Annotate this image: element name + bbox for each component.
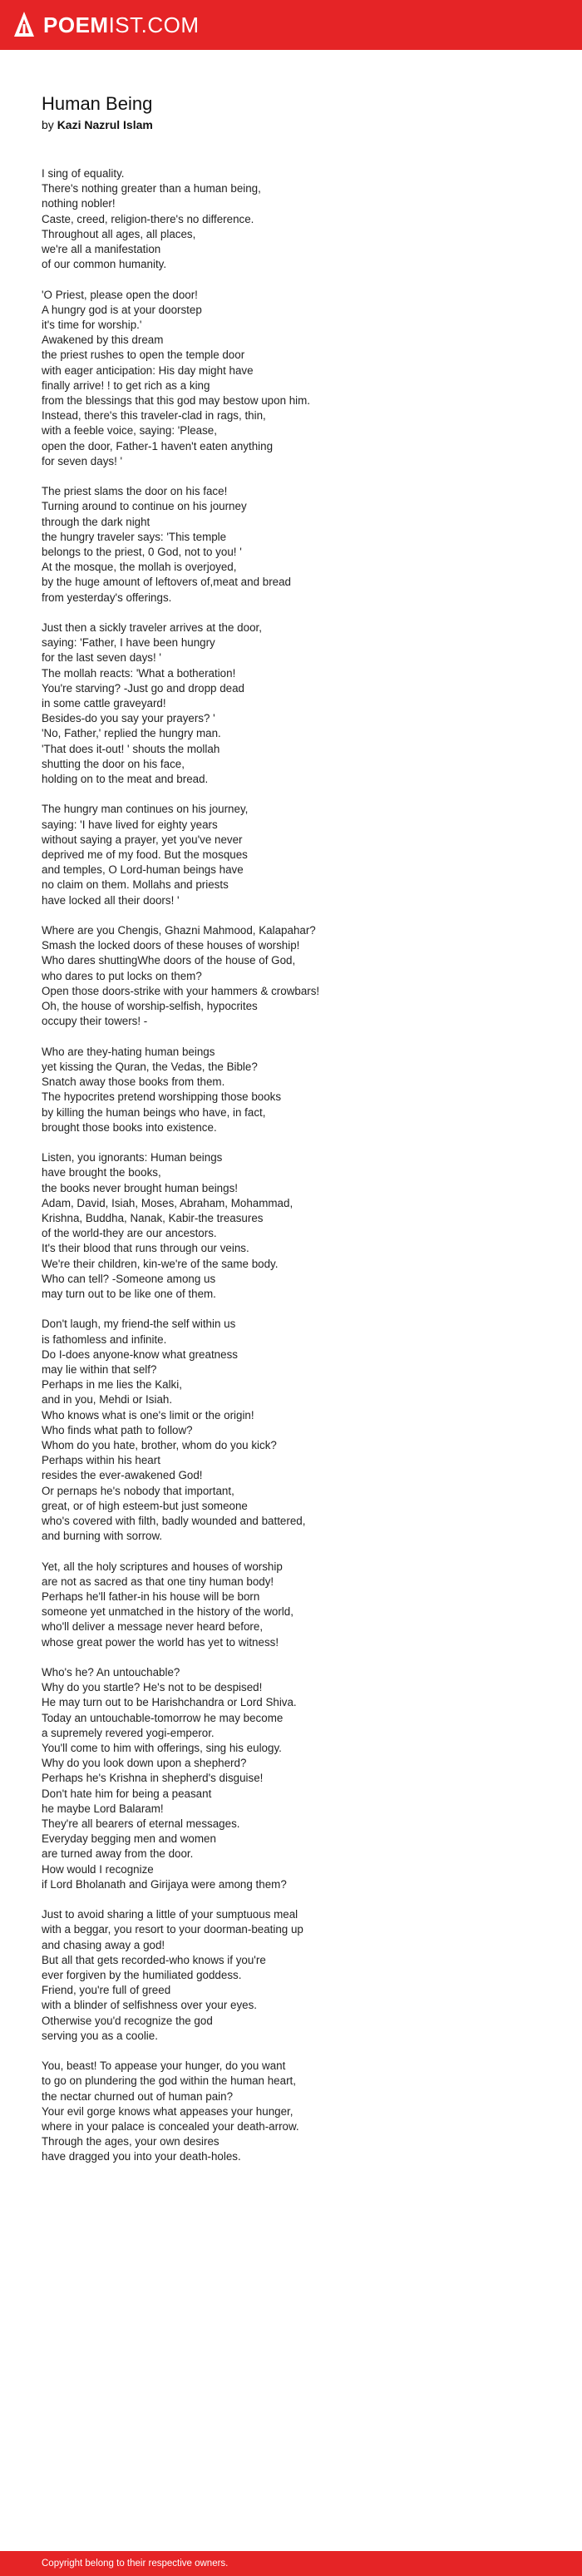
site-header bbox=[0, 0, 582, 50]
logo-text-bold: POEM bbox=[43, 12, 109, 37]
byline-prefix: by bbox=[42, 118, 57, 131]
pen-nib-logo-icon[interactable] bbox=[13, 11, 35, 39]
stanza: 'O Priest, please open the door! A hungry god is at your doorstep it's time for worship.' Awakened by this dream the priest rushes to open the temple door with eager anticipation: His day might have finally arrive! ! to get rich as a king from the blessings that this god may bestow upon him. Instead, there's this traveler-clad in rags, thin, with a feeble voice, saying: 'Please, open the door, Father-1 haven't eaten anything for seven days! ' bbox=[42, 288, 311, 467]
poem-title: Human Being bbox=[42, 93, 153, 114]
stanza: Just to avoid sharing a little of your sumptuous meal with a beggar, you resort to your doorman-beating up and chasing away a god! But all that gets recorded-who knows if you're ever forgiven by the humiliated goddess. Friend, you're full of greed with a blinder of selfishness over your eyes. Otherwise you'd recognize the god serving you as a coolie. bbox=[42, 1908, 303, 2042]
stanza: Yet, all the holy scriptures and houses of worship are not as sacred as that one tiny human body! Perhaps he'll father-in his house will be born someone yet unmatched in the history of the world, who'll deliver a message never heard before, whose great power the world has yet to witness! bbox=[42, 1560, 293, 1649]
site-logo[interactable] bbox=[43, 12, 200, 38]
stanza: Where are you Chengis, Ghazni Mahmood, Kalapahar? Smash the locked doors of these houses of worship! Who dares shuttingWhe doors of the house of God, who dares to put locks on them? Open those doors-strike with your hammers & crowbars! Oh, the house of worship-selfish, hypocrites occupy their towers! - bbox=[42, 924, 320, 1028]
stanza: The hungry man continues on his journey, saying: 'I have lived for eighty years without saying a prayer, yet you've never deprived me of my food. But the mosques and temples, O Lord-human beings have no claim on them. Mollahs and priests have locked all their doors! ' bbox=[42, 803, 249, 907]
site-footer bbox=[0, 2551, 582, 2576]
logo-text-rest: IST.COM bbox=[108, 12, 200, 37]
stanza: Just then a sickly traveler arrives at the door, saying: 'Father, I have been hungry for the last seven days! ' The mollah reacts: 'What a botheration! You're starving? -Just go and dropp dead in some cattle graveyard! Besides-do you say your prayers? ' 'No, Father,' replied the hungry man. 'That does it-out! ' shouts the mollah shutting the door on his face, holding on to the meat and bread. bbox=[42, 621, 262, 786]
stanza: Who's he? An untouchable? Why do you startle? He's not to be despised! He may turn out to be Harishchandra or Lord Shiva. Today an untouchable-tomorrow he may become a supremely revered yogi-emperor. You'll come to him with offerings, sing his eulogy. Why do you look down upon a shepherd? Perhaps he's Krishna in shepherd's disguise! Don't hate him for being a peasant he maybe Lord Balaram! They're all bearers of eternal messages. Everyday begging men and women are turned away from the door. How would I recognize if Lord Bholanath and Girijaya were among them? bbox=[42, 1665, 297, 1891]
stanza: You, beast! To appease your hunger, do you want to go on plundering the god within the human heart, the nectar churned out of human pain? Your evil gorge knows what appeases your hunger, where in your palace is concealed your death-arrow. Through the ages, your own desires have dragged you into your death-holes. bbox=[42, 2059, 299, 2163]
stanza: Don't laugh, my friend-the self within us is fathomless and infinite. Do I-does anyone-know what greatness may lie within that self? Perhaps in me lies the Kalki, and in you, Mehdi or Isiah. Who knows what is one's limit or the origin! Who finds what path to follow? Whom do you hate, brother, whom do you kick? Perhaps within his heart resides the ever-awakened God! Or pernaps he's nobody that important, great, or of high esteem-but just someone who's covered with filth, badly wounded and battered, and burning with sorrow. bbox=[42, 1318, 306, 1543]
stanza: I sing of equality. There's nothing greater than a human being, nothing nobler! Caste, creed, religion-there's no difference. Throughout all ages, all places, we're all a manifestation of our common humanity. bbox=[42, 167, 261, 271]
stanza: The priest slams the door on his face! Turning around to continue on his journey through the dark night the hungry traveler says: 'This temple belongs to the priest, 0 God, not to you! ' At the mosque, the mollah is overjoyed, by the huge amount of leftovers of,meat and bread from yesterday's offerings. bbox=[42, 485, 291, 604]
poem-byline bbox=[42, 118, 549, 131]
stanza: Listen, you ignorants: Human beings have brought the books, the books never brought human beings! Adam, David, Isiah, Moses, Abraham, Mohammad, Krishna, Buddha, Nanak, Kabir-the treasures of the world-they are our ancestors. It's their blood that runs through our veins. We're their children, kin-we're of the same body. Who can tell? -Someone among us may turn out to be like one of them. bbox=[42, 1151, 293, 1300]
poem-content bbox=[0, 50, 549, 2165]
poem-body bbox=[42, 166, 549, 2165]
poem-author-link[interactable]: Kazi Nazrul Islam bbox=[57, 118, 153, 131]
copyright-text: Copyright belong to their respective owners. bbox=[42, 2559, 229, 2569]
stanza: Who are they-hating human beings yet kissing the Quran, the Vedas, the Bible? Snatch away those books from them. The hypocrites pretend worshipping those books by killing the human beings who have, in fact, brought those books into existence. bbox=[42, 1045, 282, 1134]
